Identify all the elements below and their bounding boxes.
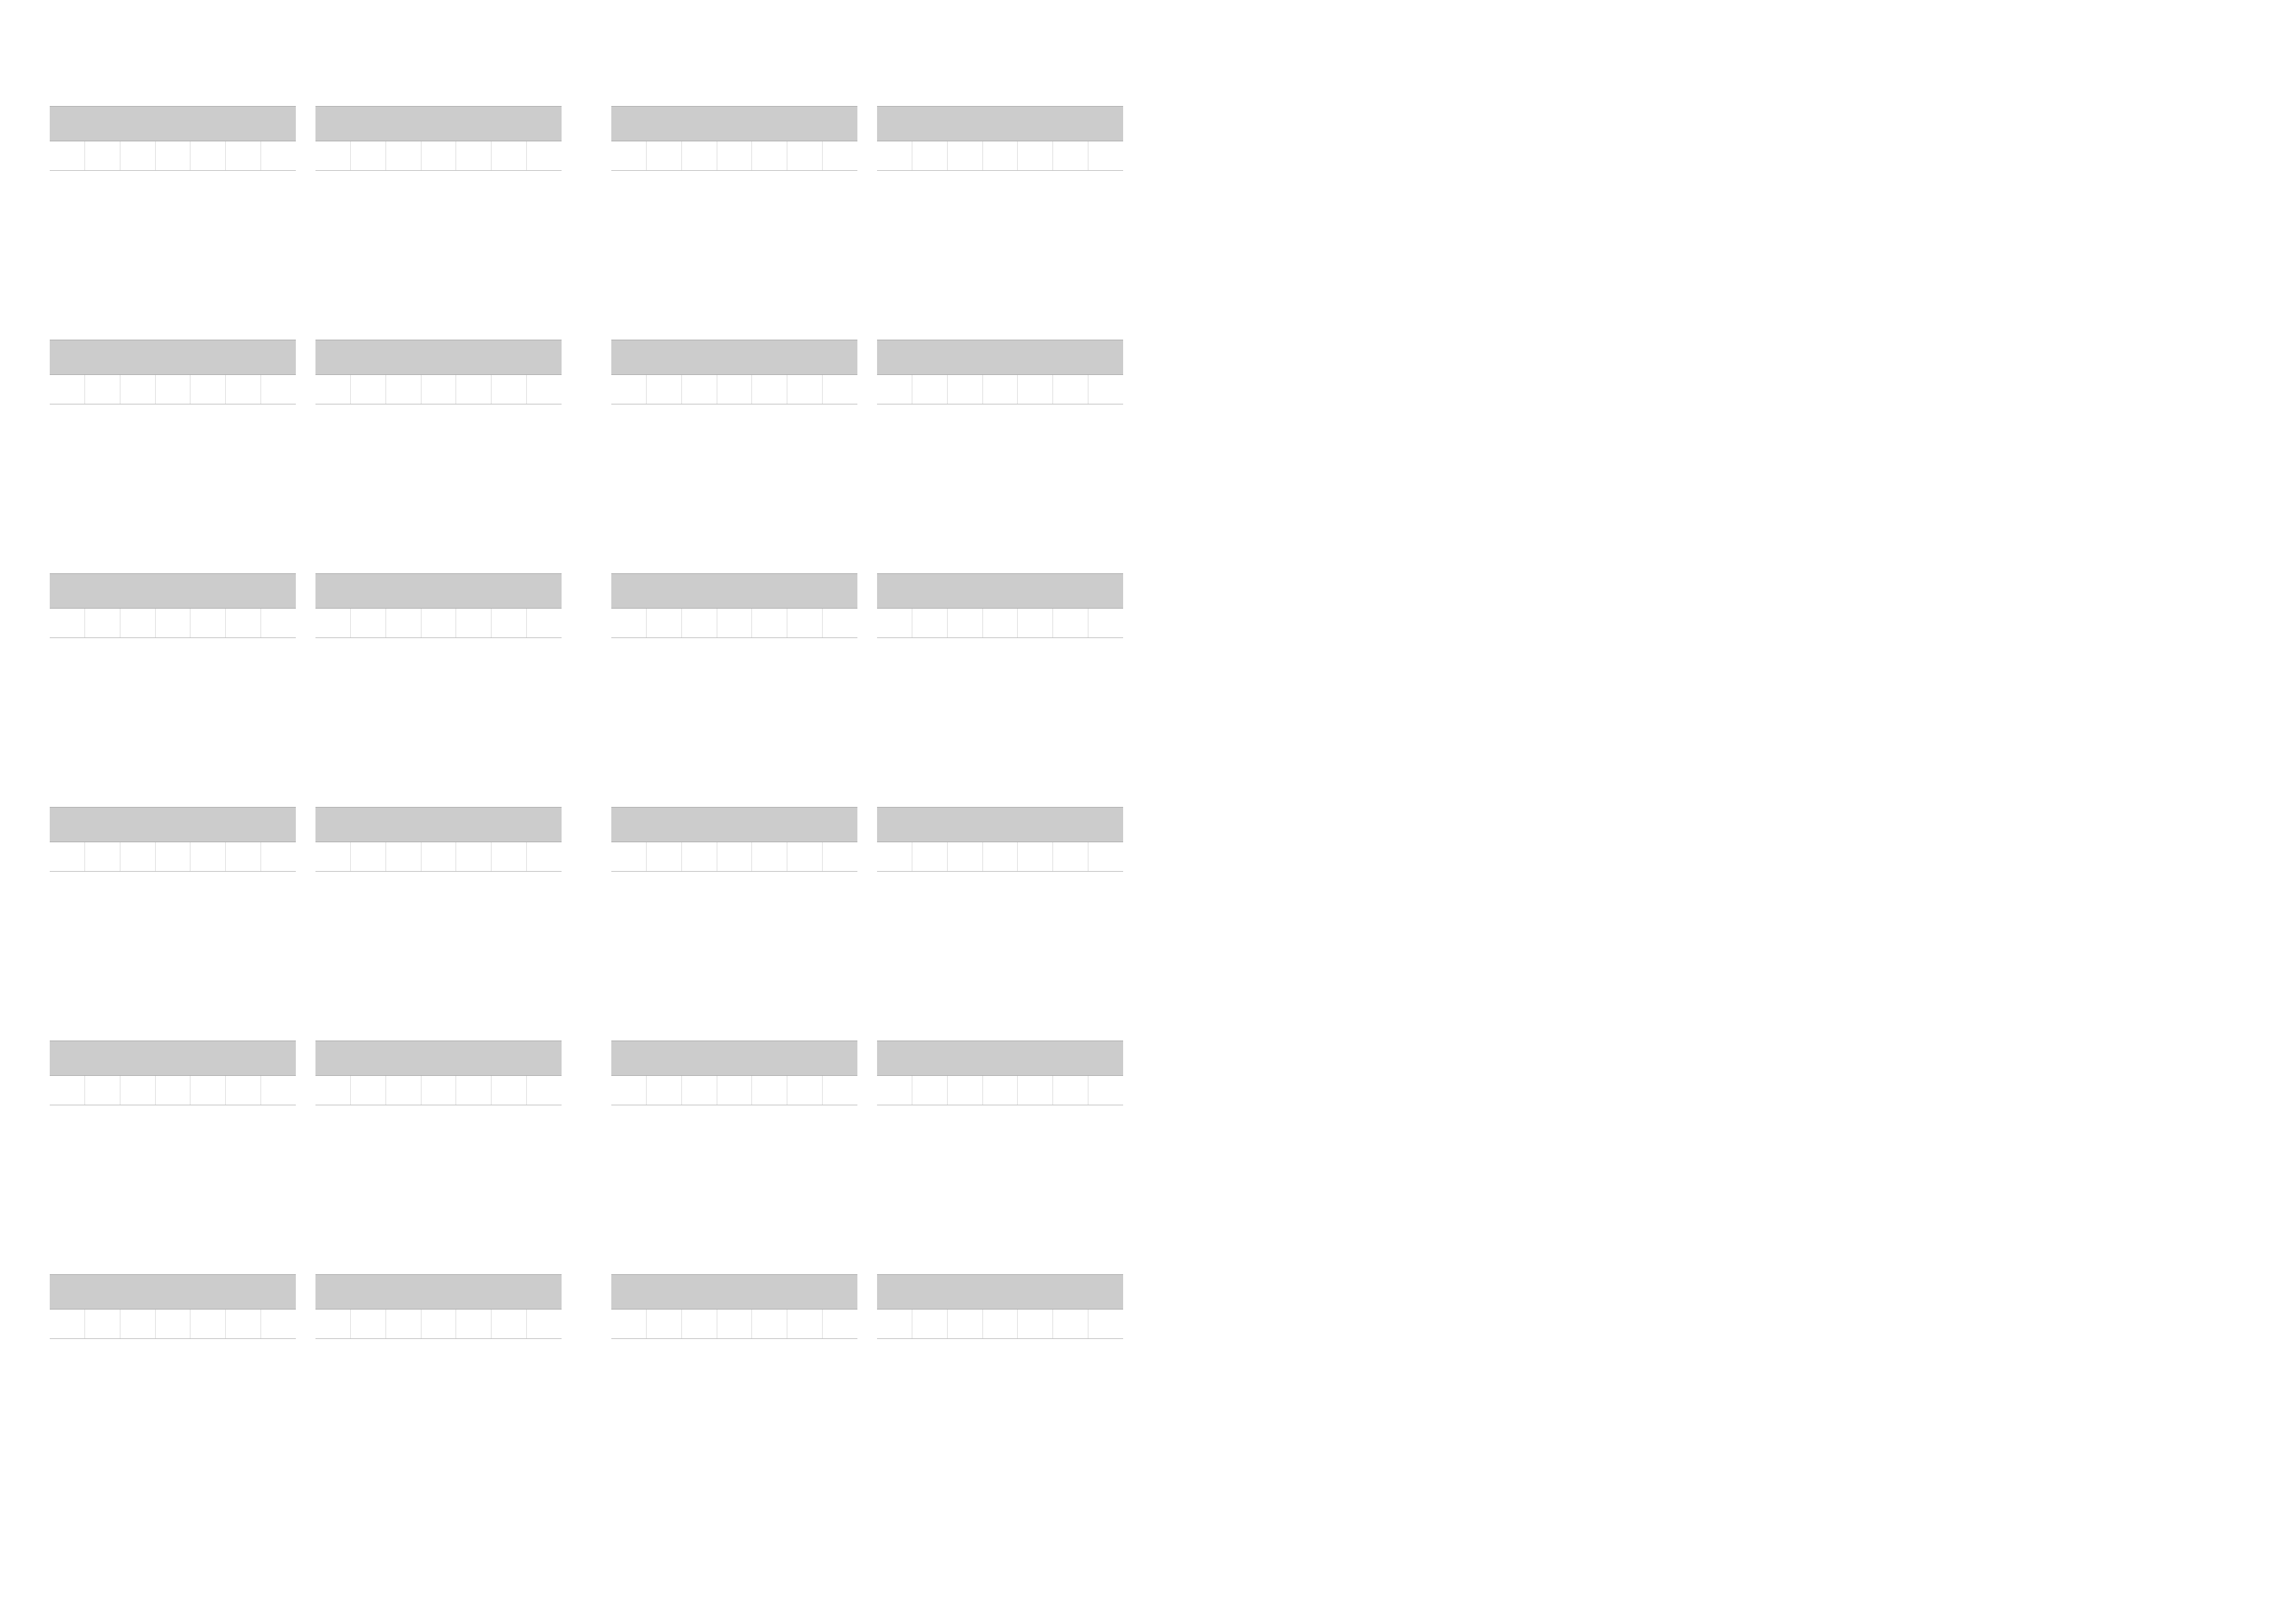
weekday-du xyxy=(877,1076,912,1105)
weekday-ju xyxy=(752,141,787,171)
weekday-cho xyxy=(120,141,155,171)
weekday-sha xyxy=(492,842,527,872)
weekday-du xyxy=(315,141,351,171)
weekday-pa xyxy=(421,1076,456,1105)
weekday-ju xyxy=(456,842,492,872)
weekday-ju xyxy=(190,609,226,638)
weekday-cho xyxy=(681,842,717,872)
weekday-du xyxy=(50,375,85,404)
weekday-pa xyxy=(982,842,1018,872)
weekday-sha xyxy=(1053,141,1088,171)
weekday-sha xyxy=(787,1076,823,1105)
weekday-cho xyxy=(681,141,717,171)
weekday-ya xyxy=(822,1076,857,1105)
weekday-pa xyxy=(982,1310,1018,1339)
weekday-sha xyxy=(1053,1076,1088,1105)
month xyxy=(315,106,562,340)
month xyxy=(315,340,562,573)
weekday-du xyxy=(611,375,647,404)
weekday-ju xyxy=(190,375,226,404)
month xyxy=(50,340,296,573)
weekday-se xyxy=(647,609,682,638)
weekday-cho xyxy=(120,1076,155,1105)
weekday-du xyxy=(611,1076,647,1105)
weekday-se xyxy=(647,141,682,171)
weekday-ya xyxy=(526,375,562,404)
weekday-se xyxy=(912,141,948,171)
weekday-du xyxy=(315,609,351,638)
month-days-table xyxy=(877,141,1123,171)
weekday-sha xyxy=(1053,1310,1088,1339)
month-name xyxy=(315,106,562,141)
weekday-cho xyxy=(947,375,982,404)
weekday-du xyxy=(50,609,85,638)
weekday-ya xyxy=(260,609,296,638)
weekday-ya xyxy=(1088,609,1123,638)
weekday-ju xyxy=(752,375,787,404)
weekday-ju xyxy=(1018,609,1053,638)
weekday-du xyxy=(611,141,647,171)
weekday-se xyxy=(647,1310,682,1339)
weekday-ya xyxy=(260,1076,296,1105)
weekday-cho xyxy=(947,1076,982,1105)
month xyxy=(611,340,857,573)
weekday-du xyxy=(315,1076,351,1105)
weekday-du xyxy=(611,842,647,872)
weekday-ya xyxy=(1088,1076,1123,1105)
weekday-pa xyxy=(717,141,752,171)
weekday-du xyxy=(877,1310,912,1339)
weekday-sha xyxy=(492,141,527,171)
weekday-se xyxy=(351,842,386,872)
weekday-ya xyxy=(822,375,857,404)
weekday-ju xyxy=(190,842,226,872)
weekday-ya xyxy=(260,141,296,171)
weekday-ju xyxy=(752,1076,787,1105)
weekday-se xyxy=(912,842,948,872)
weekday-se xyxy=(647,375,682,404)
month xyxy=(315,1274,562,1508)
weekday-sha xyxy=(1053,609,1088,638)
weekday-ya xyxy=(1088,1310,1123,1339)
weekday-sha xyxy=(226,375,261,404)
weekday-sha xyxy=(787,1310,823,1339)
weekday-ju xyxy=(456,141,492,171)
year-title xyxy=(611,26,1161,79)
month-days-table xyxy=(611,609,857,638)
month-days-table xyxy=(50,609,296,638)
weekday-du xyxy=(877,141,912,171)
month-days-table xyxy=(50,1310,296,1339)
month-name xyxy=(50,106,296,141)
month xyxy=(877,807,1123,1041)
weekday-cho xyxy=(947,1310,982,1339)
weekday-cho xyxy=(386,1310,421,1339)
weekday-du xyxy=(611,609,647,638)
weekday-ju xyxy=(752,842,787,872)
weekday-pa xyxy=(982,141,1018,171)
month-name xyxy=(611,1041,857,1076)
month-days-table xyxy=(315,609,562,638)
month xyxy=(877,1274,1123,1508)
month-name xyxy=(50,340,296,375)
month-days-table xyxy=(315,1310,562,1339)
weekday-cho xyxy=(681,1076,717,1105)
weekday-ya xyxy=(1088,842,1123,872)
month xyxy=(877,106,1123,340)
weekday-se xyxy=(351,609,386,638)
month-days-table xyxy=(611,141,857,171)
month-days-table xyxy=(611,1076,857,1105)
month-days-table xyxy=(611,1310,857,1339)
weekday-ya xyxy=(260,375,296,404)
weekday-ju xyxy=(190,141,226,171)
weekday-se xyxy=(351,1076,386,1105)
weekday-pa xyxy=(717,842,752,872)
weekday-ya xyxy=(526,609,562,638)
weekday-ju xyxy=(1018,842,1053,872)
month xyxy=(50,1041,296,1274)
weekday-sha xyxy=(226,842,261,872)
month xyxy=(611,1041,857,1274)
weekday-ya xyxy=(526,141,562,171)
weekday-ju xyxy=(190,1076,226,1105)
month-name xyxy=(50,1041,296,1076)
weekday-sha xyxy=(226,609,261,638)
weekday-du xyxy=(611,1310,647,1339)
weekday-pa xyxy=(421,375,456,404)
month xyxy=(315,1041,562,1274)
year-block-2032 xyxy=(50,26,600,1508)
month-days-table xyxy=(50,375,296,404)
month-days-table xyxy=(877,1310,1123,1339)
month xyxy=(50,807,296,1041)
weekday-cho xyxy=(681,1310,717,1339)
weekday-du xyxy=(315,842,351,872)
weekday-ju xyxy=(752,609,787,638)
weekday-pa xyxy=(717,609,752,638)
weekday-se xyxy=(912,1310,948,1339)
month xyxy=(611,1274,857,1508)
weekday-ya xyxy=(526,842,562,872)
weekday-cho xyxy=(681,375,717,404)
weekday-sha xyxy=(226,1310,261,1339)
weekday-pa xyxy=(421,842,456,872)
month xyxy=(50,106,296,340)
weekday-sha xyxy=(492,1076,527,1105)
month-days-table xyxy=(315,141,562,171)
weekday-du xyxy=(50,1310,85,1339)
month-days-table xyxy=(50,842,296,872)
weekday-ju xyxy=(456,1076,492,1105)
month-name xyxy=(611,573,857,609)
month-name xyxy=(315,573,562,609)
weekday-du xyxy=(315,1310,351,1339)
month xyxy=(611,573,857,807)
month-name xyxy=(877,573,1123,609)
weekday-pa xyxy=(155,1076,190,1105)
weekday-ya xyxy=(822,842,857,872)
month xyxy=(611,807,857,1041)
month-days-table xyxy=(877,1076,1123,1105)
weekday-sha xyxy=(787,375,823,404)
weekday-pa xyxy=(155,141,190,171)
weekday-ya xyxy=(1088,375,1123,404)
weekday-se xyxy=(912,375,948,404)
weekday-pa xyxy=(155,1310,190,1339)
month xyxy=(50,573,296,807)
month-days-table xyxy=(877,842,1123,872)
weekday-ju xyxy=(456,1310,492,1339)
month-name xyxy=(315,340,562,375)
month-name xyxy=(877,1041,1123,1076)
weekday-se xyxy=(351,141,386,171)
weekday-pa xyxy=(155,609,190,638)
month-days-table xyxy=(50,1076,296,1105)
month xyxy=(877,340,1123,573)
weekday-se xyxy=(85,141,120,171)
weekday-pa xyxy=(717,375,752,404)
weekday-cho xyxy=(120,1310,155,1339)
weekday-ju xyxy=(1018,1076,1053,1105)
month-days-table xyxy=(611,842,857,872)
weekday-du xyxy=(877,842,912,872)
month-name xyxy=(50,1274,296,1310)
weekday-sha xyxy=(787,842,823,872)
weekday-pa xyxy=(717,1076,752,1105)
month-name xyxy=(611,1274,857,1310)
weekday-ju xyxy=(1018,1310,1053,1339)
month xyxy=(877,573,1123,807)
weekday-pa xyxy=(421,609,456,638)
weekday-se xyxy=(85,1310,120,1339)
month-name xyxy=(50,807,296,842)
weekday-pa xyxy=(717,1310,752,1339)
month-days-table xyxy=(877,375,1123,404)
weekday-sha xyxy=(492,1310,527,1339)
weekday-cho xyxy=(386,1076,421,1105)
year-block-2033 xyxy=(611,26,1161,1508)
weekday-se xyxy=(85,842,120,872)
month-days-table xyxy=(315,375,562,404)
month xyxy=(315,573,562,807)
weekday-se xyxy=(647,1076,682,1105)
weekday-ya xyxy=(1088,141,1123,171)
weekday-ju xyxy=(1018,375,1053,404)
weekday-cho xyxy=(947,141,982,171)
months-grid xyxy=(50,106,600,1508)
weekday-cho xyxy=(386,842,421,872)
month-name xyxy=(877,807,1123,842)
month-name xyxy=(315,1274,562,1310)
weekday-ya xyxy=(260,842,296,872)
weekday-du xyxy=(50,1076,85,1105)
weekday-sha xyxy=(226,1076,261,1105)
weekday-ya xyxy=(822,141,857,171)
weekday-sha xyxy=(492,375,527,404)
month-days-table xyxy=(315,842,562,872)
weekday-sha xyxy=(1053,842,1088,872)
month-name xyxy=(611,340,857,375)
weekday-du xyxy=(50,141,85,171)
weekday-ya xyxy=(526,1076,562,1105)
months-grid xyxy=(611,106,1161,1508)
weekday-se xyxy=(912,1076,948,1105)
weekday-sha xyxy=(787,609,823,638)
weekday-pa xyxy=(421,1310,456,1339)
weekday-se xyxy=(351,375,386,404)
month-name xyxy=(611,106,857,141)
weekday-cho xyxy=(386,375,421,404)
weekday-pa xyxy=(982,609,1018,638)
weekday-se xyxy=(647,842,682,872)
weekday-pa xyxy=(982,1076,1018,1105)
weekday-cho xyxy=(386,141,421,171)
weekday-ju xyxy=(456,375,492,404)
weekday-ju xyxy=(1018,141,1053,171)
weekday-cho xyxy=(120,375,155,404)
month-name xyxy=(611,807,857,842)
month-days-table xyxy=(611,375,857,404)
weekday-ya xyxy=(526,1310,562,1339)
weekday-pa xyxy=(421,141,456,171)
weekday-cho xyxy=(120,609,155,638)
weekday-pa xyxy=(155,375,190,404)
weekday-du xyxy=(877,609,912,638)
weekday-du xyxy=(50,842,85,872)
month xyxy=(611,106,857,340)
weekday-pa xyxy=(982,375,1018,404)
weekday-se xyxy=(85,375,120,404)
weekday-se xyxy=(912,609,948,638)
weekday-ya xyxy=(822,1310,857,1339)
month-name xyxy=(877,1274,1123,1310)
weekday-sha xyxy=(226,141,261,171)
weekday-pa xyxy=(155,842,190,872)
weekday-cho xyxy=(681,609,717,638)
month-name xyxy=(877,340,1123,375)
weekday-du xyxy=(315,375,351,404)
year-title xyxy=(50,26,600,79)
weekday-cho xyxy=(386,609,421,638)
month-days-table xyxy=(315,1076,562,1105)
weekday-sha xyxy=(1053,375,1088,404)
month-name xyxy=(50,573,296,609)
weekday-cho xyxy=(120,842,155,872)
weekday-ya xyxy=(260,1310,296,1339)
weekday-se xyxy=(351,1310,386,1339)
weekday-cho xyxy=(947,609,982,638)
month-days-table xyxy=(877,609,1123,638)
month xyxy=(50,1274,296,1508)
weekday-se xyxy=(85,609,120,638)
month xyxy=(877,1041,1123,1274)
weekday-ju xyxy=(456,609,492,638)
weekday-ya xyxy=(822,609,857,638)
weekday-du xyxy=(877,375,912,404)
weekday-ju xyxy=(752,1310,787,1339)
weekday-cho xyxy=(947,842,982,872)
month xyxy=(315,807,562,1041)
month-name xyxy=(315,1041,562,1076)
weekday-sha xyxy=(492,609,527,638)
month-name xyxy=(315,807,562,842)
weekday-se xyxy=(85,1076,120,1105)
month-name xyxy=(877,106,1123,141)
weekday-sha xyxy=(787,141,823,171)
month-days-table xyxy=(50,141,296,171)
weekday-ju xyxy=(190,1310,226,1339)
